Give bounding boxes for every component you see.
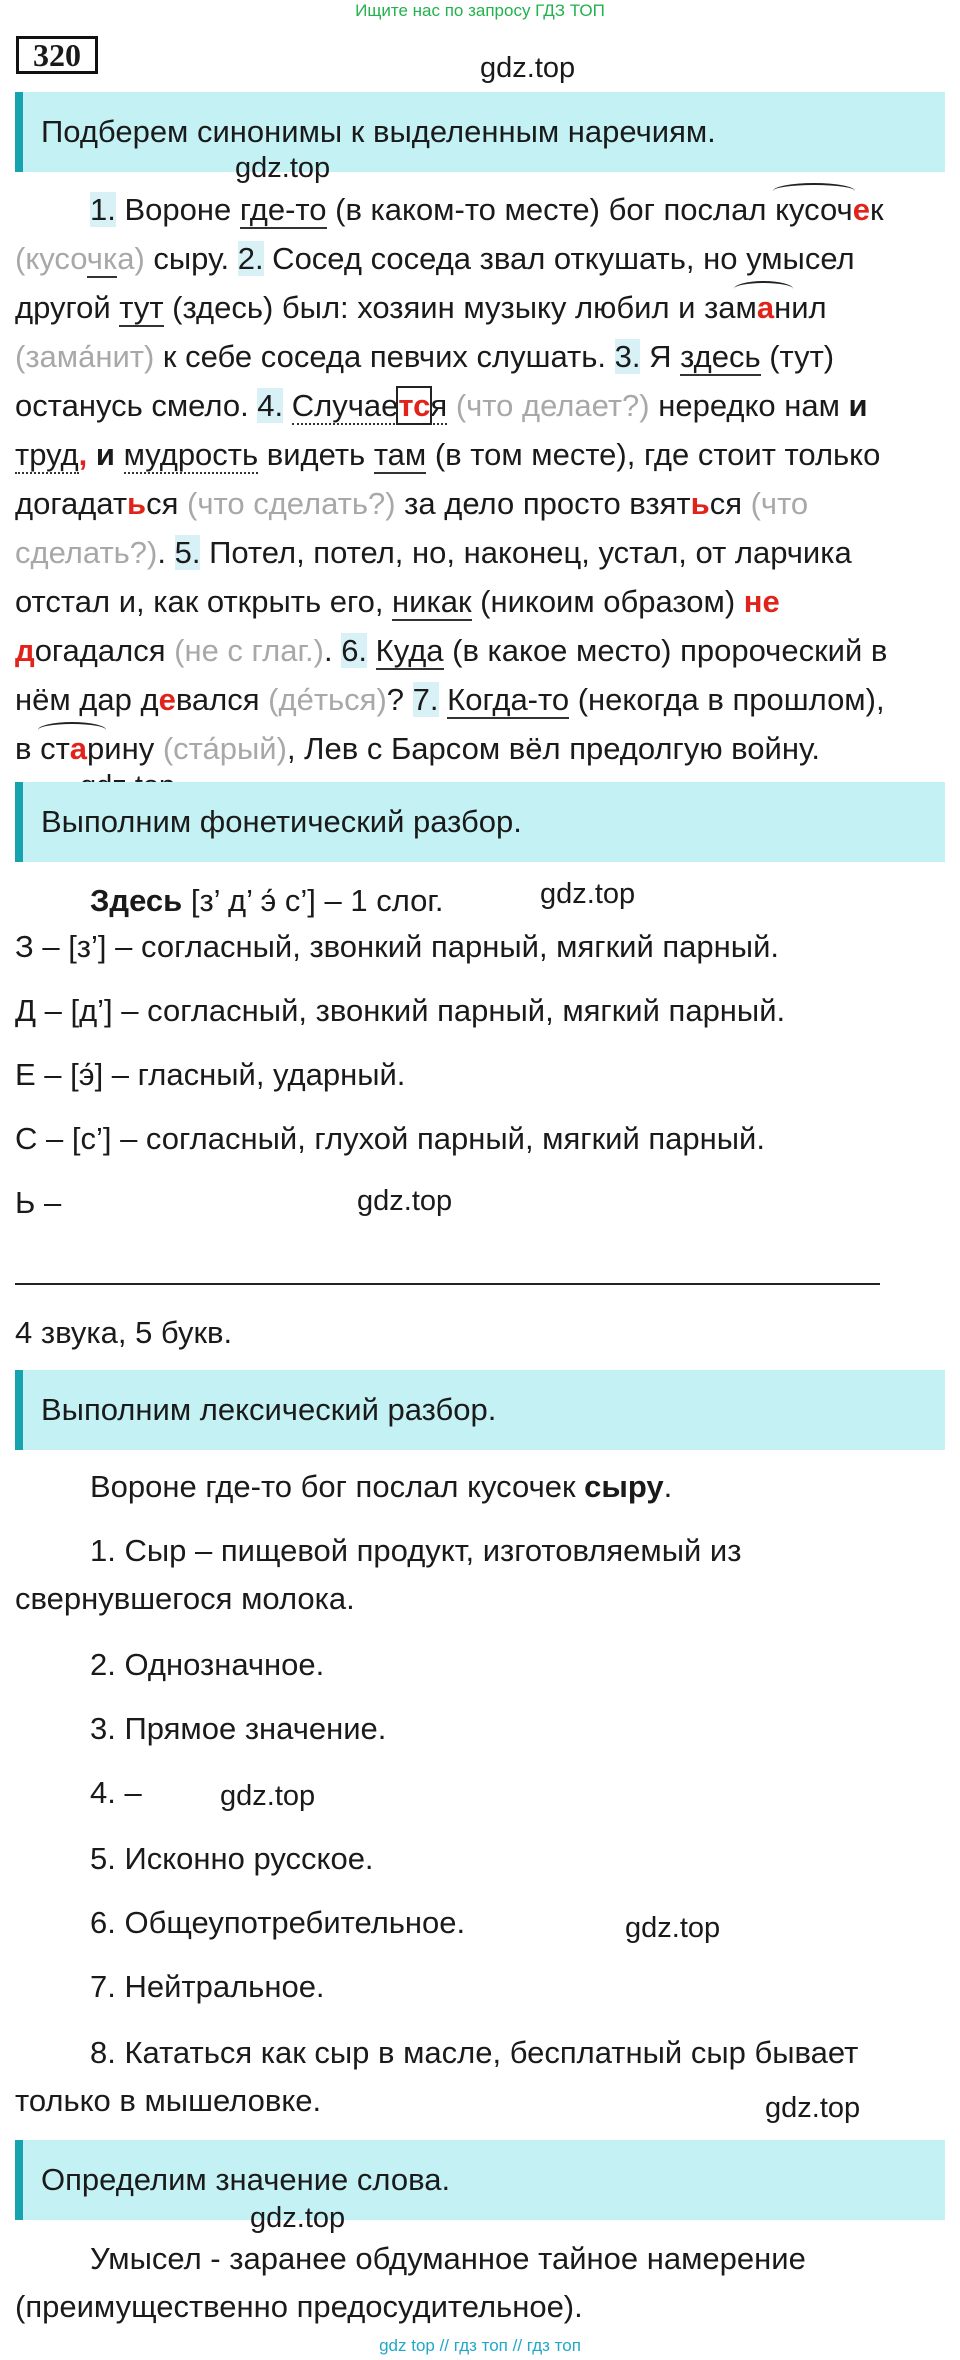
- text-line: останусь смело. 4. Случается (что делает?) нередко нам и: [15, 388, 868, 423]
- task-number: 320: [16, 36, 98, 74]
- watermark: gdz.top: [235, 152, 331, 184]
- lexical-item: 7. Нейтральное.: [90, 1969, 325, 2004]
- synonyms-text: [15, 185, 950, 773]
- sentence-end: .: [663, 1469, 673, 1504]
- lexical-item: 5. Исконно русское.: [90, 1841, 374, 1876]
- text-line: другой тут (здесь) был: хозяин музыку любил и заманил: [15, 283, 950, 332]
- section-title-synonyms: Подберем синонимы к выделенным наречиям.: [15, 92, 945, 172]
- divider-line: [15, 1283, 880, 1285]
- text-line: догадался (не с глаг.). 6. Куда (в какое место) пророческий в: [15, 633, 888, 668]
- top-search-note: Ищите нас по запросу ГДЗ ТОП: [355, 1, 605, 20]
- text-line: нём дар девался (де́ться)? 7. Когда-то (некогда в прошлом),: [15, 682, 885, 717]
- section-title-phonetic: Выполним фонетический разбор.: [15, 782, 945, 862]
- lexical-item-8-cont: только в мышеловке.: [15, 2083, 322, 2118]
- footer-links: gdz top // гдз топ // гдз топ: [379, 2336, 581, 2355]
- watermark: gdz.top: [625, 1912, 721, 1944]
- lexical-item-8: 8. Кататься как сыр в масле, бесплатный сыр бывает: [90, 2035, 859, 2070]
- lexical-item-1-cont: свернувшегося молока.: [15, 1581, 355, 1616]
- watermark: gdz.top: [540, 878, 636, 910]
- text-line: догадаться (что сделать?) за дело просто взяться (что: [15, 486, 809, 521]
- text-line: отстал и, как открыть его, никак (никоим образом) не: [15, 584, 780, 619]
- text-line: 1. Вороне где-то (в каком-то месте) бог послал кусочек: [15, 185, 950, 234]
- lexical-item: 6. Общеупотребительное.: [90, 1905, 466, 1940]
- text-line: в старину (ста́рый), Лев с Барсом вёл предолгую войну.: [15, 724, 950, 773]
- text-line: (кусочка) сыру. 2. Сосед соседа звал откушать, но умысел: [15, 241, 855, 276]
- sentence-keyword: сыру: [584, 1469, 664, 1504]
- phonetic-letter: Ь –: [15, 1185, 62, 1220]
- text-line: сделать?). 5. Потел, потел, но, наконец, устал, от ларчика: [15, 535, 852, 570]
- watermark: gdz.top: [220, 1780, 316, 1812]
- lexical-item: 2. Однозначное.: [90, 1647, 325, 1682]
- phonetic-word-line: [90, 876, 444, 925]
- watermark: gdz.top: [480, 52, 576, 84]
- text-line: труд, и мудрость видеть там (в том месте), где стоит только: [15, 437, 881, 472]
- sentence-text: Вороне где-то бог послал кусочек: [90, 1469, 585, 1504]
- phonetic-letter: С – [с’] – согласный, глухой парный, мягкий парный.: [15, 1121, 765, 1156]
- phonetic-letter: З – [з’] – согласный, звонкий парный, мягкий парный.: [15, 929, 779, 964]
- phonetic-summary: 4 звука, 5 букв.: [15, 1315, 233, 1350]
- watermark: gdz.top: [765, 2092, 861, 2124]
- section-title-meaning: Определим значение слова.: [15, 2140, 945, 2220]
- lexical-sentence: [90, 1462, 672, 1511]
- phonetic-word: Здесь: [90, 883, 183, 918]
- phonetic-letter: Д – [д’] – согласный, звонкий парный, мягкий парный.: [15, 993, 786, 1028]
- section-title-lexical: Выполним лексический разбор.: [15, 1370, 945, 1450]
- phonetic-letter: Е – [э́] – гласный, ударный.: [15, 1057, 406, 1092]
- lexical-item: 3. Прямое значение.: [90, 1711, 387, 1746]
- lexical-item: 4. –: [90, 1775, 142, 1810]
- watermark: gdz.top: [357, 1185, 453, 1217]
- phonetic-transcription: [з’ д’ э́ с’] – 1 слог.: [190, 883, 444, 918]
- text-line: (зама́нит) к себе соседа певчих слушать. 3. Я здесь (тут): [15, 339, 835, 374]
- meaning-line-2: (преимущественно предосудительное).: [15, 2289, 583, 2324]
- lexical-item-1: 1. Сыр – пищевой продукт, изготовляемый из: [90, 1533, 742, 1568]
- meaning-line-1: Умысел - заранее обдуманное тайное намерение: [90, 2241, 806, 2276]
- watermark: gdz.top: [250, 2202, 346, 2234]
